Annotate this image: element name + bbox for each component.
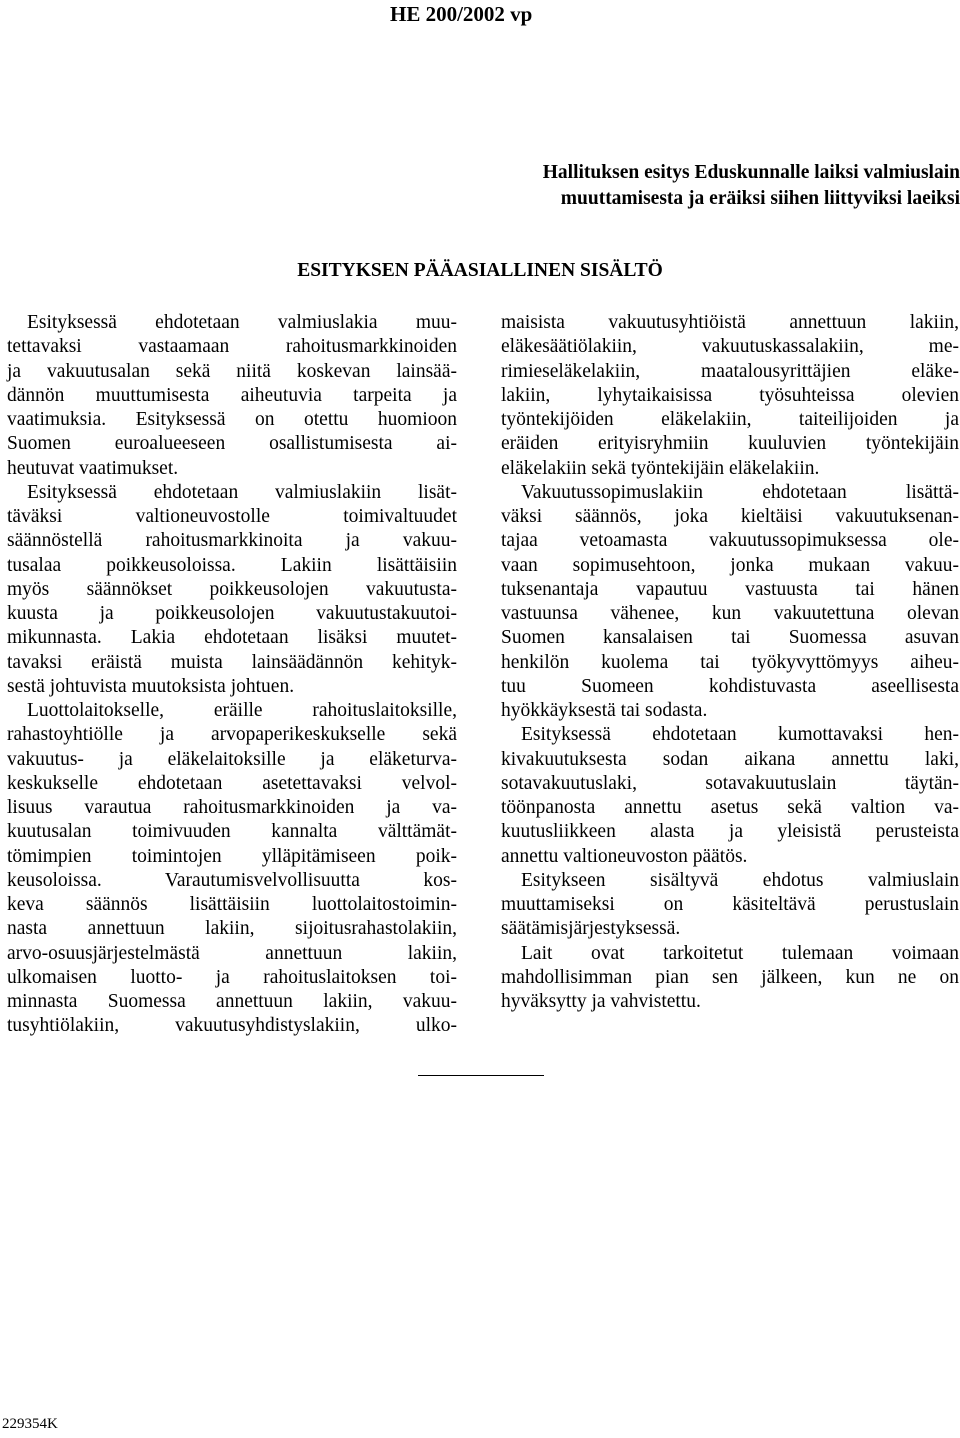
text-line: täväksi valtioneuvostolle toimivaltuudet xyxy=(7,506,457,527)
text-line: tuu Suomeen kohdistuvasta aseellisesta xyxy=(501,675,959,697)
section-heading: ESITYKSEN PÄÄASIALLINEN SISÄLTÖ xyxy=(297,260,663,281)
title-line-2: muuttamisesta ja eräiksi siihen liittyviksi laeiksi xyxy=(560,188,960,209)
text-line: Esityksessä ehdotetaan kumottavaksi hen- xyxy=(521,724,959,746)
text-line: lakiin, lyhytaikaisissa työsuhteissa olevien xyxy=(501,384,959,406)
text-line: dännön muuttumisesta aiheutuvia tarpeita ja xyxy=(7,384,457,406)
document-id: HE 200/2002 vp xyxy=(390,2,533,26)
text-line: minnasta Suomessa annettuun lakiin, vakuu- xyxy=(7,991,457,1012)
text-line: heutuvat vaatimukset. xyxy=(7,457,179,479)
text-line: mahdollisimman pian sen jälkeen, kun ne on xyxy=(501,966,959,988)
text-line: tettavaksi vastaamaan rahoitusmarkkinoiden xyxy=(7,336,457,358)
text-line: Suomen kansalaisen tai Suomessa asuvan xyxy=(501,627,959,649)
text-line: keusoloissa. Varautumisvelvollisuutta kos- xyxy=(7,869,457,891)
text-line: työntekijöiden eläkelakiin, taiteilijoiden ja xyxy=(501,409,959,430)
document-title xyxy=(260,160,960,212)
text-line: Vakuutussopimuslakiin ehdotetaan lisättä- xyxy=(521,481,959,503)
text-line: vaatimuksia. Esityksessä on otettu huomioon xyxy=(7,409,457,430)
text-line: Lait ovat tarkoitetut tulemaan voimaan xyxy=(521,942,959,964)
text-line: annettu valtioneuvoston päätös. xyxy=(501,845,748,867)
text-line: Suomen euroalueeseen osallistumisesta ai- xyxy=(7,433,457,455)
text-line: säätämisjärjestyksessä. xyxy=(501,918,681,940)
text-line: arvo-osuusjärjestelmästä annettuun lakiin, xyxy=(7,942,457,964)
text-line: kivakuutuksesta sodan aikana annettu laki, xyxy=(501,748,959,770)
text-line: kuutusalan toimivuuden kannalta välttämät- xyxy=(7,821,457,843)
text-line: säännöstellä rahoitusmarkkinoita ja vakuu- xyxy=(7,530,457,552)
text-line: tömimpien toimintojen ylläpitämiseen poik- xyxy=(7,845,457,867)
text-line: maisista vakuutusyhtiöistä annettuun lakiin, xyxy=(501,312,959,333)
text-line: sestä johtuvista muutoksista johtuen. xyxy=(7,675,295,697)
text-line: tusyhtiölakiin, vakuutusyhdistyslakiin, ulko- xyxy=(7,1015,457,1037)
end-divider-line xyxy=(418,1075,544,1076)
text-line: eläkelakiin sekä työntekijäin eläkelakiin. xyxy=(501,457,820,479)
text-line: myös säännökset poikkeusolojen vakuutusta- xyxy=(7,578,457,600)
text-line: eläkesäätiölakiin, vakuutuskassalakiin, me- xyxy=(501,336,959,358)
text-line: vastuunsa vähenee, kun vakuutettuna olevan xyxy=(501,603,959,624)
text-line: Esityksessä ehdotetaan valmiuslakiin lisät- xyxy=(27,481,457,503)
text-line: ja vakuutusalan sekä niitä koskevan lainsää- xyxy=(7,360,457,382)
text-line: vakuutus- ja eläkelaitoksille ja eläketurva- xyxy=(7,748,457,770)
text-line: ulkomaisen luotto- ja rahoituslaitoksen toi- xyxy=(7,966,457,988)
text-line: keva säännös lisättäisiin luottolaitostoimin- xyxy=(7,894,457,915)
text-line: henkilön kuolema tai työkyvyttömyys aiheu- xyxy=(501,651,959,673)
text-line: Esitykseen sisältyvä ehdotus valmiuslain xyxy=(521,869,959,891)
text-line: tavaksi eräistä muista lainsäädännön kehityk- xyxy=(7,651,457,673)
text-line: tusalaa poikkeusoloissa. Lakiin lisättäisiin xyxy=(7,554,457,576)
print-code: 229354K xyxy=(2,1416,58,1432)
title-line-1: Hallituksen esitys Eduskunnalle laiksi valmiuslain xyxy=(542,162,960,183)
text-line: keskukselle ehdotetaan asetettavaksi velvol- xyxy=(7,772,457,794)
text-line: sotavakuutuslaki, sotavakuutuslain täytän- xyxy=(501,772,959,794)
text-line: nasta annettuun lakiin, sijoitusrahastolakiin, xyxy=(7,918,457,940)
text-line: vaan sopimusehtoon, jonka mukaan vakuu- xyxy=(501,554,959,576)
text-line: rahastoyhtiölle ja arvopaperikeskukselle sekä xyxy=(7,724,457,746)
text-line: kuutusliikkeen alasta ja yleisistä perusteista xyxy=(501,821,959,843)
text-line: muuttamiseksi on käsiteltävä perustuslain xyxy=(501,894,959,915)
text-line: tuksenantaja vapautuu vastuusta tai hänen xyxy=(501,578,959,600)
text-line: eräiden erityisryhmiin kuuluvien työntekijäin xyxy=(501,433,959,455)
text-line: hyökkäyksestä tai sodasta. xyxy=(501,700,708,721)
text-line: Luottolaitokselle, eräille rahoituslaitoksille, xyxy=(27,700,457,721)
text-line: kuusta ja poikkeusolojen vakuutustakuutoi- xyxy=(7,603,457,624)
text-line: hyväksytty ja vahvistettu. xyxy=(501,991,701,1012)
right-text-column xyxy=(501,311,959,1014)
text-line: Esityksessä ehdotetaan valmiuslakia muu- xyxy=(27,312,457,333)
text-line: rimieseläkelakiin, maatalousyrittäjien eläke- xyxy=(501,360,959,382)
text-line: tajaa vetoamasta vakuutussopimuksessa ole- xyxy=(501,530,959,552)
text-line: lisuus varautua rahoitusmarkkinoiden ja va- xyxy=(7,797,457,818)
text-line: väksi säännös, joka kieltäisi vakuutuksenan- xyxy=(501,506,959,527)
text-line: töönpanosta annettu asetus sekä valtion va- xyxy=(501,797,959,818)
left-text-column xyxy=(7,311,457,1039)
text-line: mikunnasta. Lakia ehdotetaan lisäksi muutet- xyxy=(7,627,457,649)
